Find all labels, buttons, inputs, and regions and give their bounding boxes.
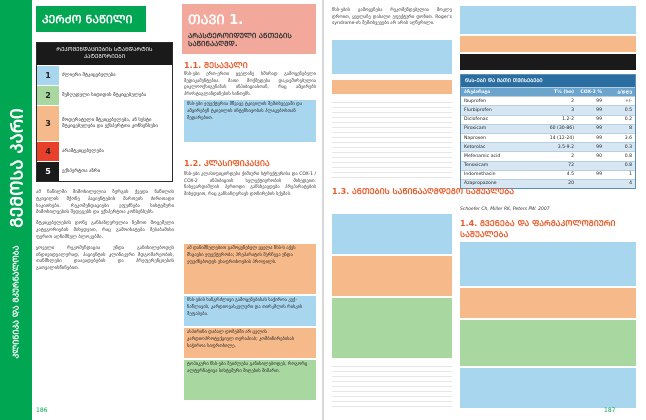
table-cell: 90 bbox=[596, 153, 602, 159]
section-text: ნსს-ები ერთ-ერთი ყველაზე ხშირად გამოყენებული მედიკამენტებია. მათი მოქმედება დაკავშირებულია ციკლოოქსიგენაზას ინჰიბიციასთან, რაც ამცირებს პროსტაგლანდინების სინთეზს. bbox=[184, 72, 316, 97]
left-body-text bbox=[36, 190, 174, 277]
evidence-box bbox=[460, 54, 636, 70]
table-cell: 20 bbox=[568, 181, 574, 187]
evidence-box bbox=[332, 298, 452, 358]
evidence-box: ნსს-ების ხანგრძლივი გამოყენებისას საჭიროა კუჭ-ნაწლავის, კარდიოვასკულური და თირკმლის რისკის შეფასება. bbox=[184, 296, 316, 326]
section-heading: 1.3. ᲐᲜᲗᲔᲑᲘᲡ ᲡᲐᲬᲘᲜᲐᲐᲦᲛᲓᲔᲒᲝ ᲡᲐᲨᲣᲐᲚᲔᲑᲐ bbox=[332, 187, 515, 196]
table-row bbox=[461, 133, 635, 142]
section-text: ნსს-ები კლასიფიცირდება ქიმიური სტრუქტურისა და COX-1 / COX-2 ინჰიბიციის სელექტიურობის მიხედვით. ნახევარდაშლის პერიოდი განსხვავდება პრეპარატების მიხედვით, რაც განსაზღვრავს დოზირების სქემას. bbox=[184, 172, 316, 197]
table-row bbox=[461, 124, 635, 133]
legend-text: არამტკიცებულება bbox=[59, 142, 172, 161]
table-header: COX-2 % bbox=[580, 89, 602, 95]
evidence-box: ტოპიკური ნსს-ები შეიძლება განიხილებოდეს, როგორც ალტერნატივა სისტემური მიღების მიმართ. bbox=[184, 360, 316, 400]
evidence-box: ასპირინი დაბალ დოზებში არ ცვლის კარდიოპროტექციულ თერაპიას; კომბინირებისას საჭიროა სიფრთხილე. bbox=[184, 328, 316, 358]
chapter-header bbox=[182, 4, 316, 54]
legend-row bbox=[37, 85, 172, 105]
table-cell: Flurbiprofen bbox=[464, 107, 492, 113]
chapter-sidebar bbox=[0, 0, 32, 420]
evidence-box bbox=[332, 80, 452, 94]
page-gutter bbox=[322, 0, 324, 420]
chapter-title: ᲐᲠᲐᲡᲢᲔᲠᲝᲘᲓᲣᲚᲘ ᲐᲜᲗᲔᲑᲘᲡ ᲡᲐᲬᲘᲜᲐᲐᲦᲛᲓ. bbox=[188, 32, 292, 49]
table-cell: 3.5-9.2 bbox=[557, 144, 574, 150]
table-header-row bbox=[461, 87, 635, 96]
nsaid-table bbox=[460, 74, 636, 189]
table-cell: Tenoxicam bbox=[464, 163, 489, 169]
legend-num: 2 bbox=[37, 86, 59, 105]
legend-text: მოდერატული მტკიცებულება, ან სუსტი მტკიცებულება და ექსპერტთა კონსენსუსი bbox=[59, 106, 172, 141]
legend-row bbox=[37, 161, 172, 181]
evidence-box bbox=[332, 214, 452, 254]
table-caption: Schoefer Ch, Miller RK, Peters PW. 2007 bbox=[460, 207, 550, 212]
table-cell: 1.2-2 bbox=[562, 117, 574, 123]
right-body-text bbox=[332, 98, 452, 178]
legend-num: 1 bbox=[37, 66, 59, 85]
table-cell: 0.5 bbox=[624, 107, 632, 113]
table-row bbox=[461, 151, 635, 160]
table-cell: 8 bbox=[629, 126, 632, 132]
paragraph: ამ ნაწილში მიმოხილულია ზურგის ქვედა ნაწილის ტკივილის მქონე პაციენტების მართვის ძირითადი საკითხები. რეკომენდაციები ეფუძნება სისტემური მიმოხილვების შედეგებს და ექსპერტთა კონსენსუსს. bbox=[36, 190, 174, 216]
section-heading: 1.2. ᲙᲚᲐᲡᲘᲤᲘᲙᲐᲪᲘᲐ bbox=[184, 159, 270, 168]
table-cell bbox=[577, 180, 605, 188]
table-body bbox=[461, 96, 635, 188]
right-top-text: ნსს-ების გამოყენება რეკომენდებულია მოკლე დროით, ყველაზე დაბალი ეფექტური დოზით. Roger's syndrome-ის შემთხვევები არ არის აღწერილი. bbox=[332, 8, 452, 27]
table-cell: Ketorolac bbox=[464, 144, 486, 150]
legend-row bbox=[37, 105, 172, 141]
table-cell: 72 bbox=[568, 163, 574, 169]
paragraph: მტკიცებულების დონე განსაზღვრულია ზემოთ მოცემული კატეგორიების მიხედვით, რაც გამოიხატება შესაბამისი ფერით აღნიშნულ ბლოკებში. bbox=[36, 221, 174, 240]
table-cell: 0.2 bbox=[624, 117, 632, 123]
table-cell: 2 bbox=[571, 98, 574, 104]
legend-num: 3 bbox=[37, 106, 59, 141]
table-cell: 99 bbox=[596, 126, 602, 132]
sidebar-title: ᲒᲔᲛᲝᲡᲐ ᲙᲐᲠᲘ bbox=[7, 108, 28, 228]
table-cell: 99 bbox=[596, 135, 602, 141]
table-cell: 0.3 bbox=[624, 144, 632, 150]
table-row bbox=[461, 170, 635, 179]
table-cell: 3 bbox=[571, 107, 574, 113]
table-cell bbox=[577, 162, 605, 170]
table-header: პრეპარატი bbox=[464, 89, 491, 95]
legend-text: ექსპერტთა აზრი bbox=[59, 162, 172, 181]
legend-text: შეზღუდული სიდიდის მტკიცებულება bbox=[59, 86, 172, 105]
right-body-text bbox=[332, 362, 452, 408]
table-cell: 1 bbox=[629, 172, 632, 178]
table-cell: Mefenamic acid bbox=[464, 153, 501, 159]
chapter-number: ᲗᲐᲕᲘ 1. bbox=[188, 13, 244, 28]
table-cell: Piroxicam bbox=[464, 126, 487, 132]
table-cell: Ibuprofen bbox=[464, 98, 487, 104]
part-header bbox=[36, 6, 146, 32]
table-cell: 0.8 bbox=[624, 163, 632, 169]
page-number-right: 187 bbox=[604, 407, 616, 414]
evidence-box bbox=[460, 320, 636, 366]
legend-num: 4 bbox=[37, 142, 59, 161]
table-cell: +/- bbox=[624, 98, 632, 104]
table-row bbox=[461, 161, 635, 170]
table-cell: 4.5 bbox=[566, 172, 574, 178]
evidence-box bbox=[460, 6, 636, 34]
page-number-left: 186 bbox=[36, 407, 48, 414]
table-cell: Indomethacin bbox=[464, 172, 496, 178]
table-cell: Azapropazone bbox=[464, 181, 497, 187]
legend-row bbox=[37, 141, 172, 161]
evidence-box bbox=[332, 40, 452, 74]
table-title: ᲜᲡᲡ-ᲔᲑᲘ ᲓᲐ ᲛᲐᲗᲘ ᲗᲕᲘᲡᲔᲑᲔᲑᲘ bbox=[461, 75, 635, 87]
evidence-legend-table bbox=[36, 42, 173, 182]
section-heading: 1.1. ᲨᲔᲡᲐᲕᲐᲚᲘ bbox=[184, 61, 248, 70]
table-cell: 3.6 bbox=[624, 135, 632, 141]
evidence-box bbox=[332, 256, 452, 296]
evidence-box bbox=[460, 368, 636, 408]
legend-row bbox=[37, 65, 172, 85]
table-cell: 2 bbox=[571, 153, 574, 159]
sidebar-subtitle: ᲙᲚᲘᲜᲘᲙᲐ ᲓᲐ ᲛᲙᲣᲠᲜᲐᲚᲝᲑᲐ bbox=[11, 245, 21, 359]
table-cell: Diclofenac bbox=[464, 117, 489, 123]
table-cell: 99 bbox=[596, 107, 602, 113]
table-cell: 99 bbox=[596, 98, 602, 104]
table-header: გ/დღე bbox=[617, 89, 632, 95]
evidence-box bbox=[460, 288, 636, 318]
table-row bbox=[461, 142, 635, 151]
legend-num: 5 bbox=[37, 162, 59, 181]
legend-header: ᲠᲔᲙᲝᲛᲔᲜᲓᲐᲪᲘᲔᲑᲘᲡ ᲡᲢᲐᲜᲓᲐᲠᲢᲘᲡ ᲙᲐᲢᲔᲒᲝᲠᲘᲔᲑᲘ bbox=[37, 43, 172, 65]
table-header: T½ (სთ) bbox=[553, 89, 574, 95]
table-cell: 0.8 bbox=[624, 153, 632, 159]
section-heading: 1.4. ᲒᲕᲔᲜᲔᲑᲐ ᲓᲐ ᲤᲐᲠᲛᲐᲙᲝᲚᲝᲒᲘᲣᲠᲘ ᲡᲐᲨᲣᲐᲚᲔᲑᲐ bbox=[460, 219, 616, 239]
table-row bbox=[461, 96, 635, 105]
table-row bbox=[461, 115, 635, 124]
evidence-box: ამ დანიშნულებით გამოყენებულ ყველა ნსს-ს აქვს მსგავსი ეფექტურობა; პრეპარატის შერჩევა უნდა ეფუძნებოდეს უსაფრთხოების პროფილს. bbox=[184, 244, 316, 294]
paragraph: ყოველი რეკომენდაცია უნდა განიხილებოდეს ინდივიდუალურად, პაციენტის კლინიკური მდგომარეობის, თანმხლები დაავადებების და პრეფერენციების გათვალისწინებით. bbox=[36, 245, 174, 272]
table-cell: 14 (12-24) bbox=[549, 135, 574, 141]
table-cell: Naproxen bbox=[464, 135, 486, 141]
table-cell: 4 bbox=[629, 181, 632, 187]
table-row bbox=[461, 105, 635, 114]
part-label: ᲙᲔᲠᲫᲝ ᲜᲐᲬᲘᲚᲘ bbox=[42, 13, 133, 26]
evidence-box bbox=[460, 242, 636, 286]
table-cell: 60 (30-86) bbox=[549, 126, 574, 132]
legend-text: ძლიერი მტკიცებულება bbox=[59, 66, 172, 85]
table-cell: 99 bbox=[596, 172, 602, 178]
table-cell: 99 bbox=[596, 144, 602, 150]
table-cell: 99 bbox=[596, 117, 602, 123]
evidence-box: ნსს-ები ეფექტურია მწვავე ტკივილის შემთხვევაში და ამცირებენ ტკივილის ინტენსივობას პლაცებოსთან შედარებით. bbox=[184, 100, 316, 142]
evidence-box bbox=[460, 36, 636, 52]
